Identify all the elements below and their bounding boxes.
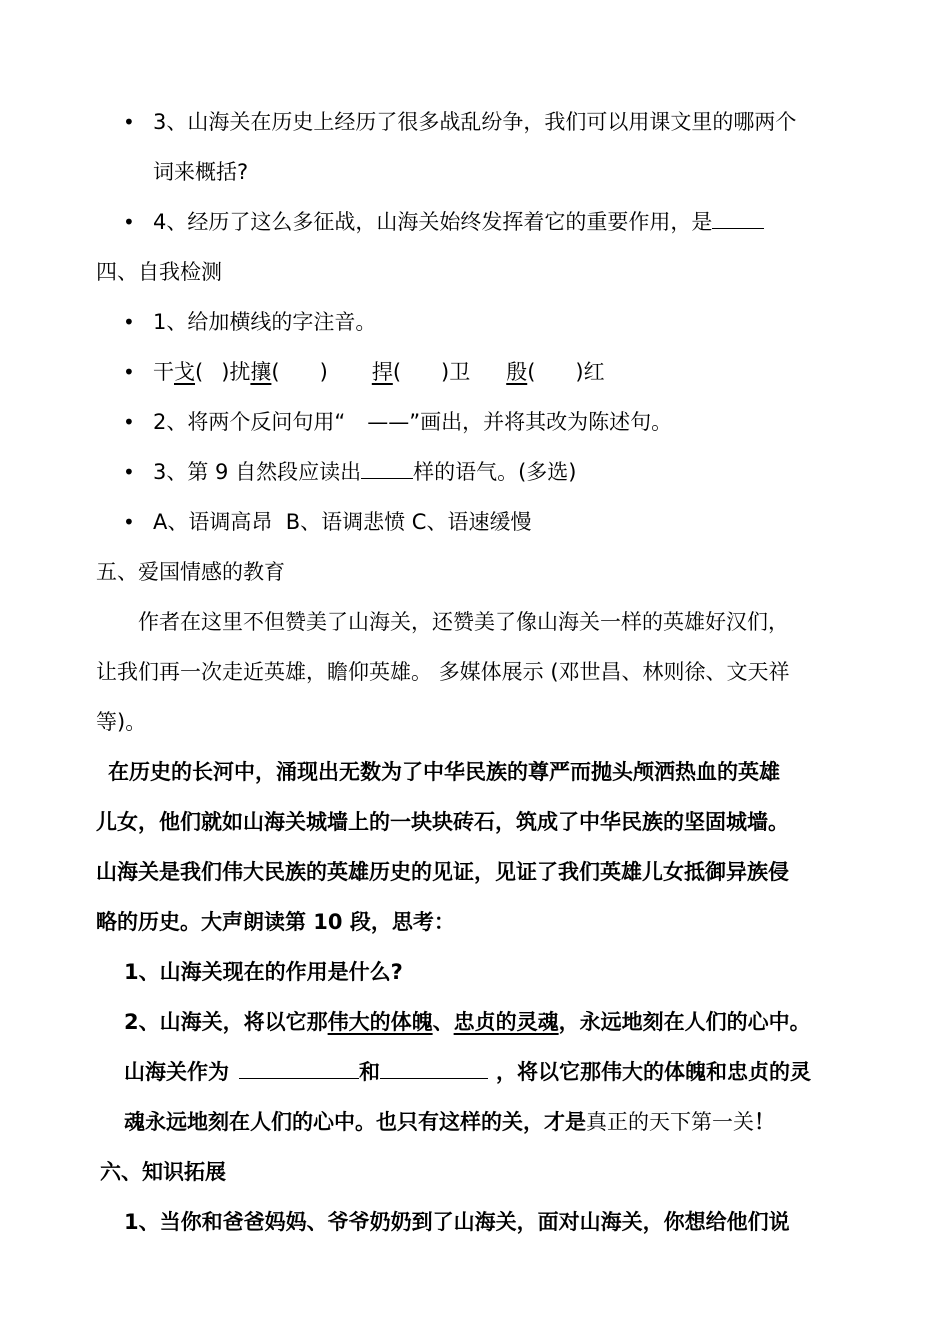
section-6-title: 六、知识拓展	[100, 1160, 226, 1184]
bullet: •	[123, 110, 135, 134]
pinyin-row	[153, 358, 605, 386]
bullet: •	[123, 310, 135, 334]
think-question-1: 1、山海关现在的作用是什么?	[124, 960, 403, 984]
question-3-line2: 词来概括?	[153, 160, 249, 184]
paragraph-2-line2: 儿女，他们就如山海关城墙上的一块块砖石，筑成了中华民族的坚固城墙。	[96, 810, 789, 834]
check-item-3: 3、第 9 自然段应读出 样的语气。(多选)	[153, 460, 577, 484]
answer-blank	[361, 458, 413, 479]
think-question-2-end: 魂永远地刻在人们的心中。也只有这样的关，才是真正的天下第一关！	[124, 1110, 775, 1134]
section-4-title: 四、自我检测	[96, 260, 222, 284]
paragraph-2-line4: 略的历史。大声朗读第 10 段，思考：	[96, 910, 455, 934]
question-4-text: 4、经历了这么多征战，山海关始终发挥着它的重要作用，是	[153, 210, 713, 234]
paragraph-1-line1: 作者在这里不但赞美了山海关，还赞美了像山海关一样的英雄好汉们，	[138, 610, 789, 634]
pinyin-word-2: 扰攘( )	[229, 360, 328, 384]
think-question-2: 2、山海关，将以它那伟大的体魄、忠贞的灵魂，永远地刻在人们的心中。	[124, 1010, 811, 1034]
think-question-2-fill: 山海关作为 和 ，将以它那伟大的体魄和忠贞的灵	[124, 1060, 811, 1084]
answer-blank	[712, 208, 764, 229]
bullet: •	[123, 460, 135, 484]
answer-blank	[380, 1058, 488, 1079]
check-item-1: 1、给加横线的字注音。	[153, 310, 377, 334]
paragraph-2-line3: 山海关是我们伟大民族的英雄历史的见证，见证了我们英雄儿女抵御异族侵	[96, 860, 789, 884]
bullet: •	[123, 410, 135, 434]
paragraph-1-line2: 让我们再一次走近英雄，瞻仰英雄。 多媒体展示 (邓世昌、林则徐、文天祥	[96, 660, 790, 684]
check-item-options: A、语调高昂 B、语调悲愤 C、语速缓慢	[153, 510, 532, 534]
bullet: •	[123, 510, 135, 534]
section-5-title: 五、爱国情感的教育	[96, 560, 285, 584]
pinyin-word-1: 干戈( )	[153, 360, 230, 384]
answer-blank	[239, 1058, 359, 1079]
question-4	[153, 208, 764, 236]
pinyin-word-3: 捍( )卫	[371, 360, 471, 384]
bullet: •	[123, 210, 135, 234]
question-3-line1: 3、山海关在历史上经历了很多战乱纷争，我们可以用课文里的哪两个	[153, 110, 797, 134]
bullet: •	[123, 360, 135, 384]
extension-question-1: 1、当你和爸爸妈妈、爷爷奶奶到了山海关，面对山海关，你想给他们说	[124, 1210, 790, 1234]
pinyin-word-4: 殷( )红	[506, 360, 605, 384]
paragraph-1-line3: 等)。	[96, 710, 147, 734]
paragraph-2-line1: 在历史的长河中，涌现出无数为了中华民族的尊严而抛头颅洒热血的英雄	[108, 760, 780, 784]
check-item-2: 2、将两个反问句用“ ——”画出，并将其改为陈述句。	[153, 410, 673, 434]
